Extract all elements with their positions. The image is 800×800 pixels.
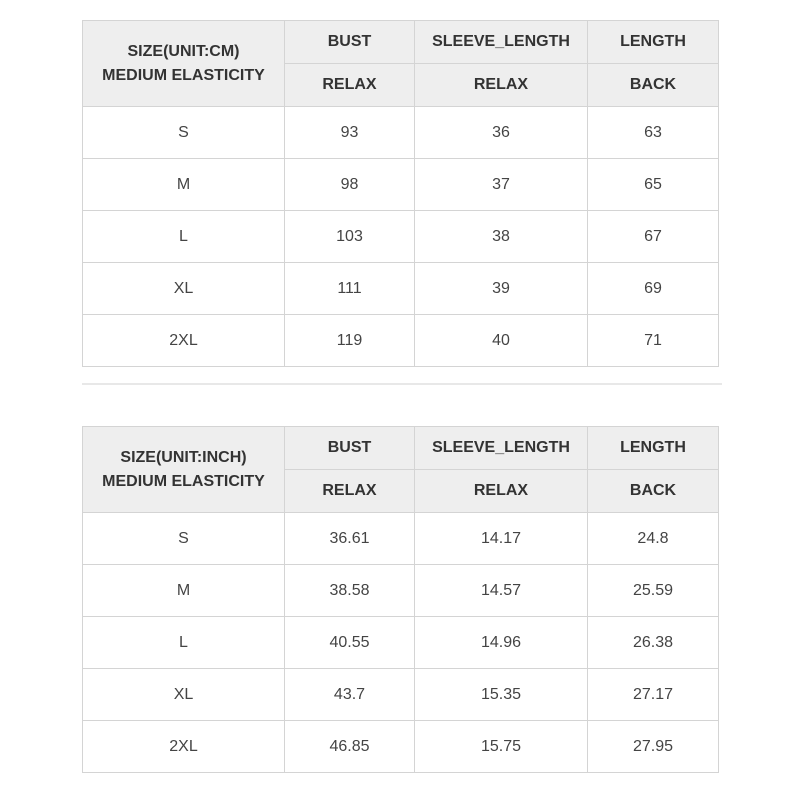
size-cell: S [83, 107, 285, 159]
column-subheader-sleeve-length: RELAX [415, 64, 588, 107]
bust-cell: 93 [285, 107, 415, 159]
table-row [83, 669, 719, 721]
length-cell: 65 [588, 159, 719, 211]
column-header-sleeve-length: SLEEVE_LENGTH [415, 21, 588, 64]
size-column-header [83, 21, 285, 107]
column-subheader-bust: RELAX [285, 470, 415, 513]
column-subheader-sleeve-length: RELAX [415, 470, 588, 513]
bust-cell: 119 [285, 315, 415, 367]
bust-cell: 40.55 [285, 617, 415, 669]
size-header-unit: SIZE(UNIT:CM) [127, 42, 240, 60]
size-column-header [83, 427, 285, 513]
length-cell: 69 [588, 263, 719, 315]
table-row [83, 263, 719, 315]
bust-cell: 43.7 [285, 669, 415, 721]
sleeve-cell: 39 [415, 263, 588, 315]
length-cell: 27.95 [588, 721, 719, 773]
table-row [83, 211, 719, 263]
sleeve-cell: 14.96 [415, 617, 588, 669]
size-cell: XL [83, 263, 285, 315]
size-cell: M [83, 159, 285, 211]
bust-cell: 103 [285, 211, 415, 263]
table-row [83, 315, 719, 367]
length-cell: 67 [588, 211, 719, 263]
table-row [83, 565, 719, 617]
table-row [83, 159, 719, 211]
size-cell: L [83, 211, 285, 263]
size-cell: XL [83, 669, 285, 721]
sleeve-cell: 40 [415, 315, 588, 367]
length-cell: 71 [588, 315, 719, 367]
bust-cell: 38.58 [285, 565, 415, 617]
sleeve-cell: 15.75 [415, 721, 588, 773]
length-cell: 24.8 [588, 513, 719, 565]
column-header-bust: BUST [285, 21, 415, 64]
sleeve-cell: 14.57 [415, 565, 588, 617]
column-header-length: LENGTH [588, 21, 719, 64]
bust-cell: 98 [285, 159, 415, 211]
table-row [83, 107, 719, 159]
sleeve-cell: 38 [415, 211, 588, 263]
length-cell: 27.17 [588, 669, 719, 721]
size-chart-table-inch [82, 426, 719, 773]
bust-cell: 111 [285, 263, 415, 315]
table-row [83, 721, 719, 773]
size-cell: 2XL [83, 315, 285, 367]
bust-cell: 46.85 [285, 721, 415, 773]
header-row [83, 21, 719, 64]
size-header-elasticity: MEDIUM ELASTICITY [102, 66, 265, 84]
size-cell: L [83, 617, 285, 669]
bust-cell: 36.61 [285, 513, 415, 565]
size-cell: M [83, 565, 285, 617]
sleeve-cell: 37 [415, 159, 588, 211]
column-subheader-length: BACK [588, 64, 719, 107]
column-subheader-length: BACK [588, 470, 719, 513]
length-cell: 63 [588, 107, 719, 159]
size-header-unit: SIZE(UNIT:INCH) [120, 448, 247, 466]
size-cell: 2XL [83, 721, 285, 773]
size-cell: S [83, 513, 285, 565]
sleeve-cell: 15.35 [415, 669, 588, 721]
sleeve-cell: 36 [415, 107, 588, 159]
length-cell: 25.59 [588, 565, 719, 617]
column-subheader-bust: RELAX [285, 64, 415, 107]
header-row [83, 427, 719, 470]
sleeve-cell: 14.17 [415, 513, 588, 565]
column-header-length: LENGTH [588, 427, 719, 470]
column-header-sleeve-length: SLEEVE_LENGTH [415, 427, 588, 470]
size-header-elasticity: MEDIUM ELASTICITY [102, 472, 265, 490]
section-divider [82, 383, 722, 385]
size-chart-table-cm [82, 20, 719, 367]
table-row [83, 513, 719, 565]
length-cell: 26.38 [588, 617, 719, 669]
table-row [83, 617, 719, 669]
column-header-bust: BUST [285, 427, 415, 470]
